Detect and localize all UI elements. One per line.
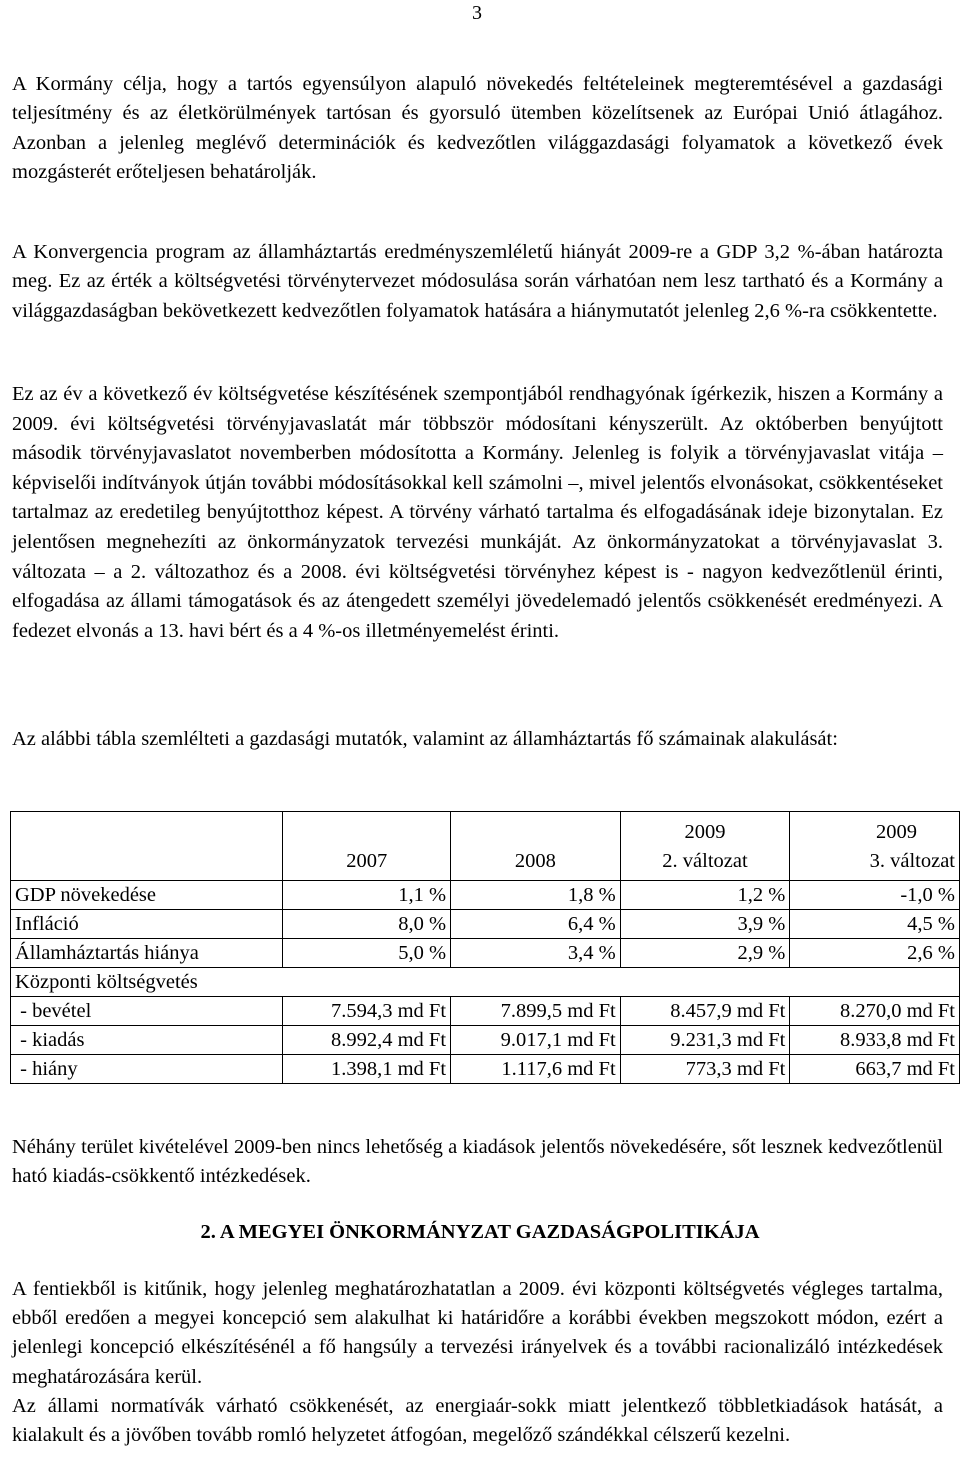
page-number: 3 xyxy=(472,2,482,24)
paragraph-goal: A Kormány célja, hogy a tartós egyensúlyon alapuló növekedés feltételeinek megteremtésével a gazdasági teljesítmény és az életkörülmények tartósan és gyorsuló ütemben közelítsenek az Európai Unió átlagához. Azonban a jelenleg meglévő determinációk és kedvezőtlen világgazdasági folyamatok a következő évek mozgásterét erőteljesen behatárolják. xyxy=(12,73,943,183)
table-header-row xyxy=(11,812,960,881)
table-cell: 663,7 md Ft xyxy=(790,1055,960,1084)
row-label: Infláció xyxy=(11,910,283,939)
economic-indicators-table xyxy=(10,811,960,1084)
header-cell-2009-v3: 2009 3. változat xyxy=(790,812,960,881)
section-body xyxy=(12,1275,943,1450)
table-row xyxy=(11,1055,960,1084)
table-cell: 1,8 % xyxy=(451,881,621,910)
table-cell: 7.899,5 md Ft xyxy=(451,997,621,1026)
table-row xyxy=(11,910,960,939)
table-cell: 1,1 % xyxy=(283,881,451,910)
table-cell: 6,4 % xyxy=(451,910,621,939)
paragraph-convergence: A Konvergencia program az államháztartás eredményszemléletű hiányát 2009-re a GDP 3,2 %-ában határozta meg. Ez az érték a költségvetési törvénytervezet módosulása során várhatóan nem lesz tartható és a Kormány a világgazdaságban bekövetkezett kedvezőtlen folyamatok hatására a hiánymutatót jelenleg 2,6 %-ra csökkentette. xyxy=(12,241,943,322)
table-cell: 1.398,1 md Ft xyxy=(283,1055,451,1084)
table-cell: 3,4 % xyxy=(451,939,621,968)
row-label: Államháztartás hiánya xyxy=(11,939,283,968)
table-row xyxy=(11,997,960,1026)
header-cell-2008: 2008 xyxy=(451,812,621,881)
table-cell: 8,0 % xyxy=(283,910,451,939)
header-cell-2007: 2007 xyxy=(283,812,451,881)
table-cell: 1,2 % xyxy=(620,881,790,910)
row-label: - bevétel xyxy=(11,997,283,1026)
row-label: - kiadás xyxy=(11,1026,283,1055)
table-cell: 773,3 md Ft xyxy=(620,1055,790,1084)
table-row xyxy=(11,881,960,910)
row-label: Központi költségvetés xyxy=(11,968,960,997)
table-cell: 9.017,1 md Ft xyxy=(451,1026,621,1055)
paragraph-normatives: Az állami normatívák várható csökkenését, az energiaár-sokk miatt jelentkező többletkiadások hatását, a kialakult és a jövőben tovább romló helyzetet átfogóan, megelőző szándékkal célszerű kezelni. xyxy=(12,1394,943,1447)
table-cell: 2,9 % xyxy=(620,939,790,968)
table-cell: 1.117,6 md Ft xyxy=(451,1055,621,1084)
paragraph-budget-year: Ez az év a következő év költségvetése készítésének szempontjából rendhagyónak ígérkezik, hiszen a Kormány a 2009. évi költségvetési törvényjavaslatát már többször módosítani kényszerült. Az októberben benyújtott második törvényjavaslatot novemberben módosította a Kormány. Jelenleg is folyik a törvényjavaslat vitája – képviselői indítványok útján további módosításokkal kell számolni –, mivel jelentős elvonásokat, csökkentéseket tartalmaz az eredetileg benyújtotthoz képest. A törvény várható tartalma és elfogadásának ideje bizonytalan. Ez jelentősen megnehezíti az önkormányzatok tervezési munkáját. Az önkormányzatokat a törvényjavaslat 3. változata – a 2. változathoz és a 2008. évi költségvetési törvényhez képest is - nagyon kedvezőtlenül érinti, elfogadása az állami támogatások és az átengedett személyi jövedelemadó jelentős csökkenését eredményezi. A fedezet elvonás a 13. havi bért és a 4 %-os illetményemelést érinti. xyxy=(12,383,943,642)
table-cell: 7.594,3 md Ft xyxy=(283,997,451,1026)
table-cell: 4,5 % xyxy=(790,910,960,939)
row-label: GDP növekedése xyxy=(11,881,283,910)
table-cell: 5,0 % xyxy=(283,939,451,968)
table-cell: 3,9 % xyxy=(620,910,790,939)
table-row xyxy=(11,939,960,968)
paragraph-planning: A fentiekből is kitűnik, hogy jelenleg meghatározhatatlan a 2009. évi központi költségvetés végleges tartalma, ebből eredően a megyei koncepció sem alakulhat ki határidőre a korábbi években megszokott módon, ezért a jelenlegi koncepció elkészítésénél a fő hangsúly a tervezési irányelvek és a további racionalizáló intézkedések meghatározására kerül. xyxy=(12,1278,943,1388)
paragraph-table-intro: Az alábbi tábla szemlélteti a gazdasági mutatók, valamint az államháztartás fő számainak alakulását: xyxy=(12,728,838,750)
table-cell: 8.933,8 md Ft xyxy=(790,1026,960,1055)
table-cell: 8.992,4 md Ft xyxy=(283,1026,451,1055)
table-cell: 2,6 % xyxy=(790,939,960,968)
table-row xyxy=(11,968,960,997)
table-row xyxy=(11,1026,960,1055)
paragraph-expenditure: Néhány terület kivételével 2009-ben nincs lehetőség a kiadások jelentős növekedésére, sőt lesznek kedvezőtlenül ható kiadás-csökkentő intézkedések. xyxy=(12,1136,943,1188)
header-cell-2009-v2: 2009 2. változat xyxy=(620,812,790,881)
table-cell: -1,0 % xyxy=(790,881,960,910)
table-cell: 8.270,0 md Ft xyxy=(790,997,960,1026)
row-label: - hiány xyxy=(11,1055,283,1084)
header-cell-empty xyxy=(11,812,283,881)
section-heading: 2. A MEGYEI ÖNKORMÁNYZAT GAZDASÁGPOLITIKÁJA xyxy=(200,1221,760,1243)
table-cell: 9.231,3 md Ft xyxy=(620,1026,790,1055)
table-cell: 8.457,9 md Ft xyxy=(620,997,790,1026)
